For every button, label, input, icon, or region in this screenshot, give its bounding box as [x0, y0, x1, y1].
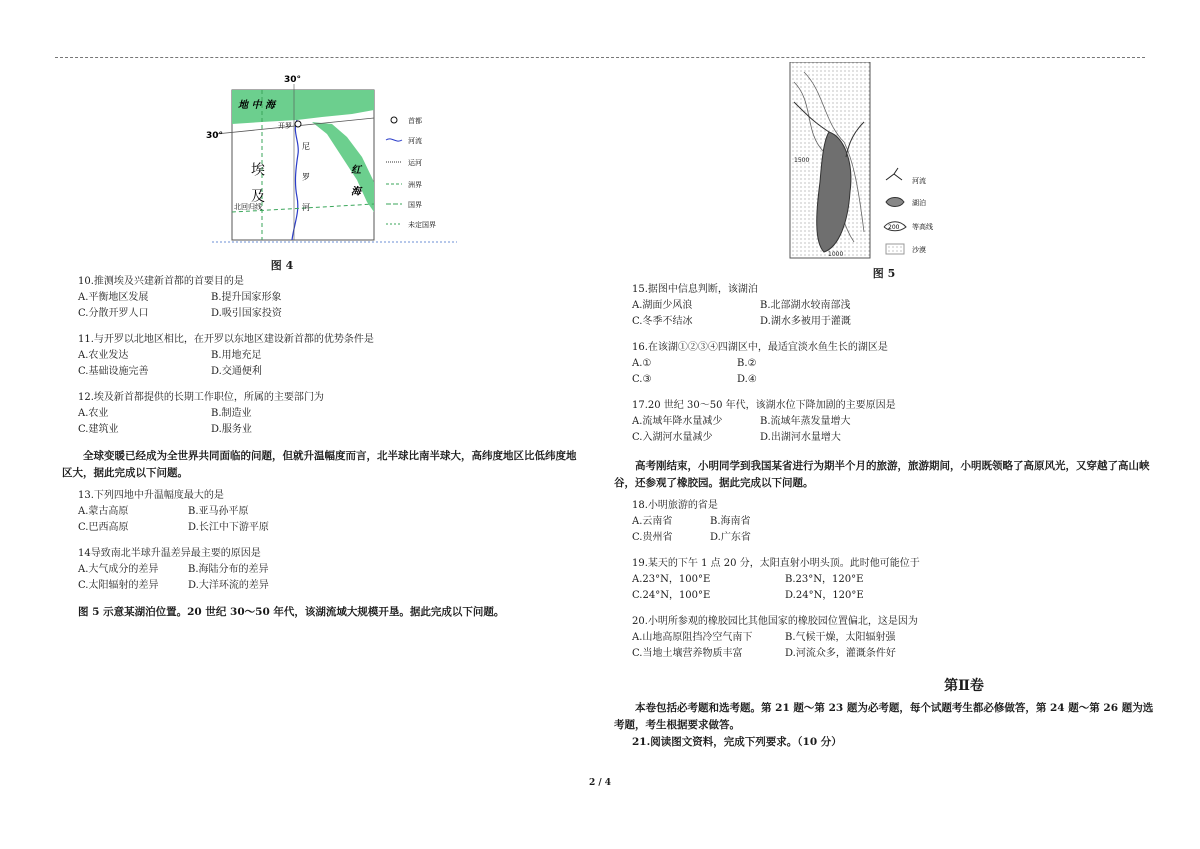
- legend-lake: 湖泊: [912, 199, 926, 207]
- legend-capital: 首都: [408, 117, 422, 125]
- q10-option-d: D.吸引国家投资: [211, 308, 282, 319]
- question-10: [78, 274, 582, 322]
- label-tropic: 北回归线: [234, 203, 262, 211]
- q18-option-b: B.海南省: [710, 516, 751, 527]
- label-sea-north: 地 中 海: [238, 100, 275, 111]
- q12-stem: 12.埃及新首都提供的长期工作职位，所属的主要部门为: [78, 392, 324, 403]
- question-21: 21.阅读图文资料，完成下列要求。（10 分）: [632, 736, 842, 748]
- q10-option-c: C.分散开罗人口: [78, 308, 149, 319]
- question-17: [632, 398, 1154, 446]
- egypt-map: [202, 62, 462, 252]
- fig4-legend: [386, 116, 436, 229]
- legend-contour: 等高线: [912, 223, 933, 231]
- question-12: [78, 390, 582, 438]
- legend-undefined: 未定国界: [408, 221, 436, 229]
- q11-option-b: B.用地充足: [211, 350, 262, 361]
- intro-q18: 高考刚结束，小明同学到我国某省进行为期半个月的旅游，旅游期间，小明既领略了高原风光，又穿越了高山峡谷，还参观了橡胶园。据此完成以下问题。: [614, 460, 1150, 489]
- q14-stem: 14导致南北半球升温差异最主要的原因是: [78, 548, 261, 559]
- section-2-intro: 本卷包括必考题和选考题。第 21 题～第 23 题为必考题，每个试题考生都必修做答，第 24 题～第 26 题为选考题，考生根据要求做答。: [614, 702, 1154, 731]
- label-cairo: 开罗: [278, 122, 292, 130]
- legend-contour-value: 200: [888, 224, 900, 231]
- q19-option-a: A.23°N，100°E: [632, 574, 711, 585]
- legend-desert: 沙漠: [912, 246, 926, 254]
- figure-4: [202, 62, 462, 274]
- q11-option-d: D.交通便利: [211, 366, 262, 377]
- right-column: [614, 62, 1154, 751]
- legend-river: 河流: [408, 137, 422, 145]
- lake-map: [784, 62, 1024, 260]
- legend-river-icon: [886, 168, 902, 180]
- legend-continent: 洲界: [408, 181, 422, 189]
- q14-option-c: C.太阳辐射的差异: [78, 580, 159, 591]
- legend-desert-icon: [886, 244, 904, 254]
- legend-canal: 运河: [408, 159, 422, 167]
- fig4-caption: 图 4: [270, 259, 294, 272]
- left-column: [62, 62, 582, 627]
- q10-option-b: B.提升国家形象: [211, 292, 282, 303]
- q13-option-b: B.亚马孙平原: [188, 506, 249, 517]
- figure-5: [784, 62, 1024, 282]
- intro-q15: 图 5 示意某湖泊位置。20 世纪 30～50 年代，该湖流域大规模开垦。据此完成以下问题。: [78, 606, 505, 618]
- q15-option-b: B.北部湖水较南部浅: [760, 300, 851, 311]
- page-number: 2 / 4: [588, 778, 612, 788]
- fig5-caption: 图 5: [872, 267, 896, 280]
- q15-stem: 15.据图中信息判断，该湖泊: [632, 284, 758, 295]
- q12-option-a: A.农业: [78, 408, 109, 419]
- q12-option-b: B.制造业: [211, 408, 252, 419]
- q16-option-c: C.③: [632, 374, 652, 385]
- q10-stem: 10.推测埃及兴建新首都的首要目的是: [78, 276, 244, 287]
- legend-river-icon: [386, 139, 402, 141]
- q17-stem: 17.20 世纪 30～50 年代，该湖水位下降加剧的主要原因是: [632, 400, 896, 411]
- lat-label: 30°: [206, 131, 224, 141]
- q14-option-b: B.海陆分布的差异: [188, 564, 269, 575]
- q18-option-c: C.贵州省: [632, 532, 673, 543]
- q13-option-c: C.巴西高原: [78, 522, 129, 533]
- q16-stem: 16.在该湖①②③④四湖区中，最适宜淡水鱼生长的湖区是: [632, 342, 888, 353]
- q10-option-a: A.平衡地区发展: [78, 292, 149, 303]
- q18-option-d: D.广东省: [710, 532, 751, 543]
- q11-option-a: A.农业发达: [78, 350, 129, 361]
- intro-q13: 全球变暖已经成为全世界共同面临的问题，但就升温幅度而言，北半球比南半球大，高纬度地区比低纬度地区大，据此完成以下问题。: [62, 450, 577, 479]
- q17-option-a: A.流域年降水量减少: [632, 416, 723, 427]
- q19-option-c: C.24°N，100°E: [632, 590, 711, 601]
- contour-label-1500: 1500: [794, 157, 810, 164]
- question-13: [78, 488, 582, 536]
- q13-option-a: A.蒙古高原: [78, 506, 129, 517]
- q12-option-c: C.建筑业: [78, 424, 119, 435]
- q13-stem: 13.下列四地中升温幅度最大的是: [78, 490, 224, 501]
- question-14: [78, 546, 582, 594]
- question-19: [632, 556, 1154, 604]
- q16-option-b: B.②: [737, 358, 757, 369]
- q15-option-c: C.冬季不结冰: [632, 316, 693, 327]
- q18-option-a: A.云南省: [632, 516, 673, 527]
- question-20: [632, 614, 1154, 662]
- q19-stem: 19.某天的下午 1 点 20 分，太阳直射小明头顶。此时他可能位于: [632, 558, 920, 569]
- q11-option-c: C.基础设施完善: [78, 366, 149, 377]
- q15-option-a: A.湖面少风浪: [632, 300, 693, 311]
- legend-capital-icon: [391, 117, 397, 123]
- fig5-legend: [884, 168, 933, 254]
- q17-option-d: D.出湖河水量增大: [760, 432, 841, 443]
- label-egypt: 埃 及: [249, 162, 265, 207]
- q13-option-d: D.长江中下游平原: [188, 522, 269, 533]
- capital-marker: [295, 121, 301, 127]
- q20-option-d: D.河流众多，灌溉条件好: [785, 648, 896, 659]
- question-16: [632, 340, 1154, 388]
- section-2-title: 第Ⅱ卷: [944, 678, 984, 694]
- q20-option-b: B.气候干燥，太阳辐射强: [785, 632, 896, 643]
- q17-option-c: C.入湖河水量减少: [632, 432, 713, 443]
- lon-label: 30°: [284, 75, 302, 85]
- q14-option-a: A.大气成分的差异: [78, 564, 159, 575]
- question-11: [78, 332, 582, 380]
- legend-river: 河流: [912, 177, 926, 185]
- q18-stem: 18.小明旅游的省是: [632, 500, 718, 511]
- contour-label-1000: 1000: [828, 251, 844, 258]
- q11-stem: 11.与开罗以北地区相比，在开罗以东地区建设新首都的优势条件是: [78, 334, 374, 345]
- q12-option-d: D.服务业: [211, 424, 252, 435]
- legend-lake-icon: [886, 198, 904, 207]
- label-red-sea: 红 海: [348, 164, 360, 200]
- q15-option-d: D.湖水多被用于灌溉: [760, 316, 851, 327]
- q19-option-b: B.23°N，120°E: [785, 574, 864, 585]
- label-nile: 尼 罗 河: [301, 142, 311, 222]
- q20-option-a: A.山地高原阻挡冷空气南下: [632, 632, 753, 643]
- question-15: [632, 282, 1154, 330]
- q16-option-a: A.①: [632, 358, 652, 369]
- q14-option-d: D.大洋环流的差异: [188, 580, 269, 591]
- header-rule: [55, 57, 1145, 58]
- q19-option-d: D.24°N，120°E: [785, 590, 864, 601]
- q17-option-b: B.流域年蒸发量增大: [760, 416, 851, 427]
- question-18: [632, 498, 1154, 546]
- q20-stem: 20.小明所参观的橡胶园比其他国家的橡胶园位置偏北，这是因为: [632, 616, 918, 627]
- legend-border: 国界: [408, 201, 422, 209]
- q16-option-d: D.④: [737, 374, 757, 385]
- q20-option-c: C.当地土壤营养物质丰富: [632, 648, 743, 659]
